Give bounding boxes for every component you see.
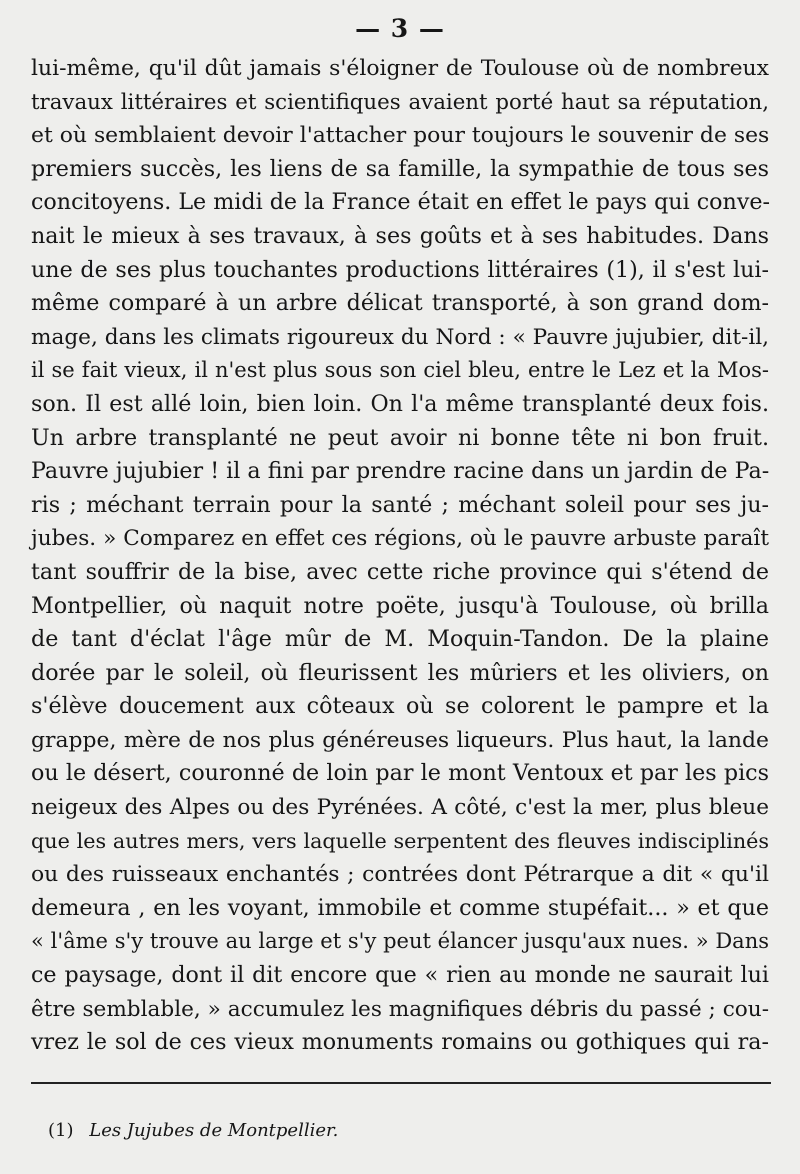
text-line: jubes. » Comparez en effet ces régions, où le pauvre arbuste paraît [31,526,769,552]
footnote-number: (1) [48,1120,74,1141]
text-line: de tant d'éclat l'âge mûr de M. Moquin-Tandon. De la plaine [31,626,769,653]
text-line: mage, dans les climats rigoureux du Nord : « Pauvre jujubier, dit-il, [31,324,769,350]
text-line: il se fait vieux, il n'est plus sous son ciel bleu, entre le Lez et la Mos- [31,358,769,383]
text-line: premiers succès, les liens de sa famille, la sympathie de tous ses [31,155,769,182]
text-line: être semblable, » accumulez les magnifiques débris du passé ; cou- [31,996,769,1022]
text-line: ce paysage, dont il dit encore que « rien au monde ne saurait lui [31,962,769,989]
text-line: neigeux des Alpes ou des Pyrénées. A côté, c'est la mer, plus bleue [31,795,769,821]
text-line: lui-même, qu'il dût jamais s'éloigner de Toulouse où de nombreux [31,56,769,81]
text-line: grappe, mère de nos plus généreuses liqueurs. Plus haut, la lande [31,727,769,753]
footnote [48,1120,338,1141]
text-line: une de ses plus touchantes productions littéraires (1), il s'est lui- [31,256,769,283]
text-line: dorée par le soleil, où fleurissent les mûriers et les oliviers, on [31,659,769,686]
text-line: et où semblaient devoir l'attacher pour toujours le souvenir de ses [31,123,770,149]
text-line: vrez le sol de ces vieux monuments romains ou gothiques qui ra- [31,1029,769,1056]
text-line: même comparé à un arbre délicat transporté, à son grand dom- [31,290,769,317]
footnote-rule [31,1082,771,1084]
text-line: travaux littéraires et scientifiques avaient porté haut sa réputation, [31,89,769,115]
text-line: Pauvre jujubier ! il a fini par prendre racine dans un jardin de Pa- [31,458,770,485]
text-line: Montpellier, où naquit notre poëte, jusqu'à Toulouse, où brilla [31,592,769,619]
text-line: son. Il est allé loin, bien loin. On l'a même transplanté deux fois. [31,390,769,417]
text-line: demeura , en les voyant, immobile et comme stupéfait... » et que [31,894,769,921]
text-line: s'élève doucement aux côteaux où se colorent le pampre et la [31,693,769,720]
body-text [31,52,769,1060]
text-line: Un arbre transplanté ne peut avoir ni bonne tête ni bon fruit. [31,424,769,451]
text-line: nait le mieux à ses travaux, à ses goûts et à ses habitudes. Dans [31,222,769,249]
footnote-title: Les Jujubes de Montpellier. [89,1120,339,1141]
text-line: ou le désert, couronné de loin par le mont Ventoux et par les pics [31,760,769,787]
page-number: — 3 — [355,14,445,43]
text-line: concitoyens. Le midi de la France était en effet le pays qui conve- [31,189,770,216]
text-line: tant souffrir de la bise, avec cette riche province qui s'étend de [31,558,769,585]
text-line: « l'âme s'y trouve au large et s'y peut élancer jusqu'aux nues. » Dans [31,929,769,954]
text-line: ou des ruisseaux enchantés ; contrées dont Pétrarque a dit « qu'il [31,862,769,888]
text-line: ris ; méchant terrain pour la santé ; méchant soleil pour ses ju- [31,491,769,518]
text-line: que les autres mers, vers laquelle serpentent des fleuves indisciplinés [31,828,769,853]
